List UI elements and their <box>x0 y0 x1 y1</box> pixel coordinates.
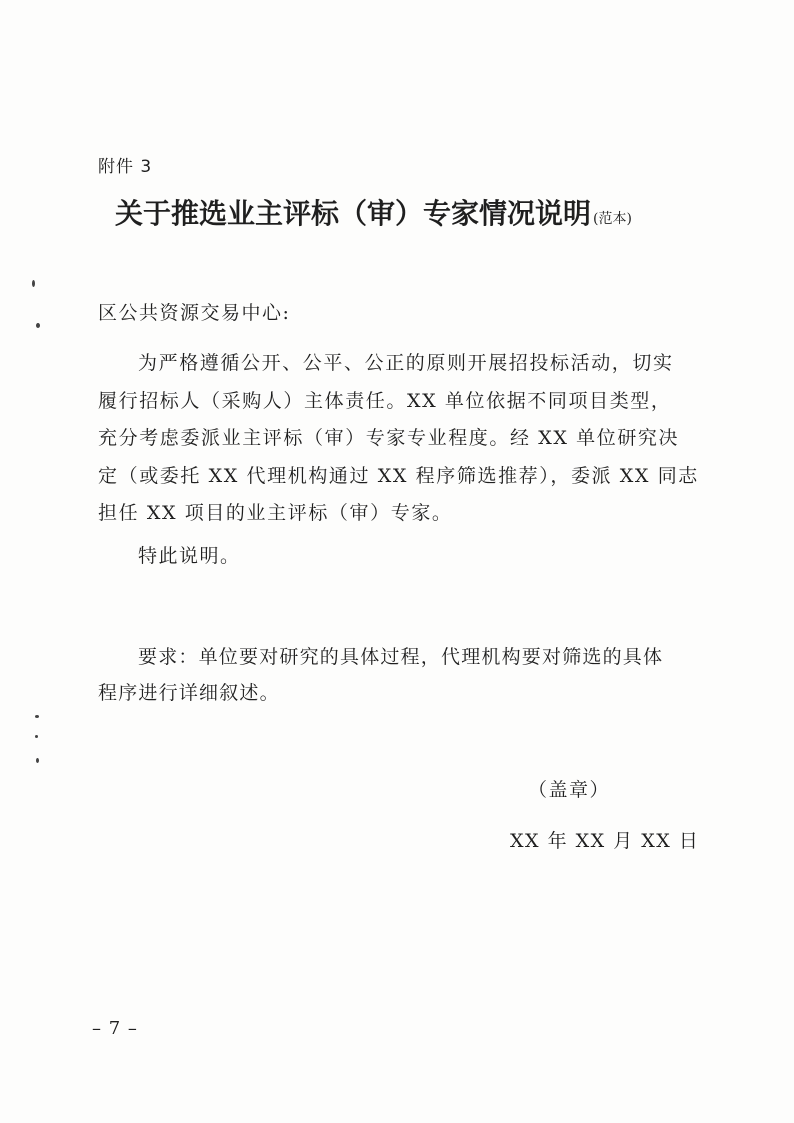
body-line: 担任 XX 项目的业主评标（审）专家。 <box>98 502 453 524</box>
scan-artifact <box>36 323 40 328</box>
addressee: 区公共资源交易中心: <box>98 302 291 324</box>
body-line: 充分考虑委派业主评标（审）专家专业程度。经 XX 单位研究决 <box>98 427 680 449</box>
document-title: 关于推选业主评标（审）专家情况说明 <box>115 197 592 230</box>
attachment-label: 附件 3 <box>98 157 153 177</box>
scan-artifact <box>35 735 38 738</box>
body-line: 定（或委托 XX 代理机构通过 XX 程序筛选推荐），委派 XX 同志 <box>98 464 699 487</box>
scan-artifact <box>35 715 39 718</box>
page-number: – 7 – <box>92 1018 138 1039</box>
closing-statement: 特此说明。 <box>138 545 241 567</box>
scan-artifact <box>32 280 35 287</box>
document-title-block <box>115 192 632 232</box>
scan-artifact <box>36 758 39 763</box>
stamp-placeholder: （盖章） <box>528 779 611 801</box>
body-line: 为严格遵循公开、公平、公正的原则开展招投标活动，切实 <box>138 352 674 374</box>
requirement-line: 要求：单位要对研究的具体过程，代理机构要对筛选的具体 <box>138 646 664 668</box>
requirement-note <box>98 639 663 711</box>
date-line: XX 年 XX 月 XX 日 <box>510 830 700 852</box>
requirement-line: 程序进行详细叙述。 <box>98 682 280 704</box>
title-suffix: (范本) <box>593 211 632 227</box>
body-line: 履行招标人（采购人）主体责任。XX 单位依据不同项目类型， <box>98 389 672 412</box>
body-paragraph <box>98 345 698 533</box>
